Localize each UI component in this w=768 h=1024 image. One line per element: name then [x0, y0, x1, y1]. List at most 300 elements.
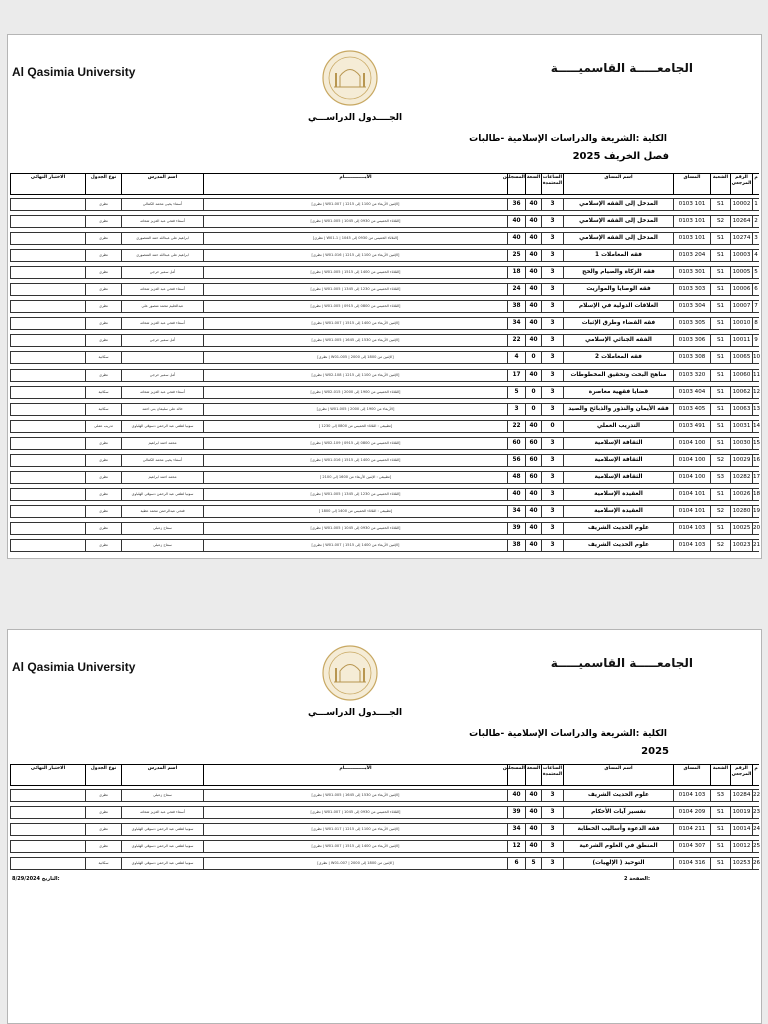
col-capacity: السعة: [525, 174, 541, 194]
row-times: [الإثنين من 1800 إلى 2000 | W01-007 | نظري]: [203, 858, 507, 869]
row-course-code: 0104 307: [673, 841, 710, 852]
row-credit-hours: 3: [541, 858, 563, 869]
col-instructor: اسم المدرس: [121, 174, 203, 194]
row-times: [الإثنين الأربعاء من 1100 إلى 1215 | W01-007 | نظري]: [203, 199, 507, 210]
row-schedule-type: سكاتية: [85, 404, 121, 415]
row-section: S1: [710, 318, 730, 329]
print-date: [12, 876, 60, 882]
row-schedule-type: سكاتية: [85, 387, 121, 398]
row-section: S1: [710, 841, 730, 852]
row-course-name: فقه المعاملات 1: [563, 250, 673, 261]
row-times: [الثلاثاء الخميس من 1400 إلى 1515 | W01-005 | نظري]: [203, 267, 507, 278]
row-capacity: 40: [525, 318, 541, 329]
col-section: الشعبة: [710, 174, 730, 194]
table-row: [10, 351, 759, 364]
row-seq: 17: [752, 472, 759, 483]
row-course-name: قضايا فقهية معاصرة: [563, 387, 673, 398]
row-course-name: فقه الدعوة وأساليب الخطابة: [563, 824, 673, 835]
row-credit-hours: 3: [541, 540, 563, 551]
row-section: S2: [710, 506, 730, 517]
row-section: S2: [710, 455, 730, 466]
row-capacity: 40: [525, 335, 541, 346]
row-course-code: 0103 306: [673, 335, 710, 346]
col-registered: المسجلين: [507, 765, 525, 785]
col-course-name: اسم المساق: [563, 765, 673, 785]
row-course-name: المنطق في العلوم الشرعية: [563, 841, 673, 852]
col-times: الأيـــــــــــــام: [203, 174, 507, 194]
row-section: S1: [710, 387, 730, 398]
row-capacity: 60: [525, 438, 541, 449]
row-section: S2: [710, 540, 730, 551]
row-ref: 10002: [730, 199, 752, 210]
print-date-value: 8/29/2024: [12, 876, 41, 882]
table-row: [10, 806, 759, 819]
col-final-exam: الاختبار النهائي: [10, 765, 85, 785]
row-times: [الثلاثاء الخميس من 0800 إلى 0915 | W02-109 | نظري]: [203, 438, 507, 449]
row-schedule-type: نظري: [85, 455, 121, 466]
table-row: [10, 266, 759, 279]
row-instructor: سماح زعبلي: [121, 523, 203, 534]
college-name: الكلية :الشريعة والدراسات الإسلامية -طالبات: [469, 729, 667, 739]
row-course-code: 0103 303: [673, 284, 710, 295]
table-row: [10, 215, 759, 228]
row-schedule-type: سكاتية: [85, 352, 121, 363]
university-name-en: Al Qasimia University: [12, 65, 136, 79]
row-ref: 10005: [730, 267, 752, 278]
row-schedule-type: نظري: [85, 438, 121, 449]
row-section: S1: [710, 404, 730, 415]
row-final-exam: [10, 540, 85, 551]
row-course-code: 0104 211: [673, 824, 710, 835]
table-row: [10, 334, 759, 347]
row-times: [الثلاثاء الخميس من 0930 إلى 1045 | W01-005 | نظري]: [203, 523, 507, 534]
row-seq: 14: [752, 421, 759, 432]
row-registered: 40: [507, 790, 525, 801]
row-credit-hours: 3: [541, 335, 563, 346]
row-times: [الثلاثاء الخميس من 1400 إلى 1515 | W01-016 | نظري]: [203, 455, 507, 466]
row-schedule-type: نظري: [85, 216, 121, 227]
table-row: [10, 840, 759, 853]
row-registered: 6: [507, 858, 525, 869]
row-ref: 10019: [730, 807, 752, 818]
row-course-code: 0103 308: [673, 352, 710, 363]
row-registered: 25: [507, 250, 525, 261]
row-course-code: 0104 100: [673, 472, 710, 483]
row-times: [الإثنين من 1800 إلى 2000 | W01-005 | نظري]: [203, 352, 507, 363]
row-registered: 17: [507, 370, 525, 381]
page-number: [624, 876, 650, 882]
row-schedule-type: نظري: [85, 284, 121, 295]
row-final-exam: [10, 841, 85, 852]
row-seq: 18: [752, 489, 759, 500]
row-course-name: فقه الأيمان والنذور والذبائح والصيد: [563, 404, 673, 415]
row-ref: 10264: [730, 216, 752, 227]
row-capacity: 40: [525, 421, 541, 432]
row-registered: 38: [507, 301, 525, 312]
row-times: [الثلاثاء الخميس من 1900 إلى 2000 | W02-015 | نظري]: [203, 387, 507, 398]
col-section: الشعبة: [710, 765, 730, 785]
row-ref: 10253: [730, 858, 752, 869]
row-registered: 38: [507, 540, 525, 551]
row-capacity: 0: [525, 404, 541, 415]
row-final-exam: [10, 404, 85, 415]
row-registered: 39: [507, 807, 525, 818]
row-course-name: الفقه الجنائي الإسلامي: [563, 335, 673, 346]
col-instructor: اسم المدرس: [121, 765, 203, 785]
row-ref: 10007: [730, 301, 752, 312]
row-registered: 34: [507, 318, 525, 329]
row-course-name: تفسير آيات الأحكام: [563, 807, 673, 818]
row-seq: 4: [752, 250, 759, 261]
col-code: المساق: [673, 174, 710, 194]
row-schedule-type: نظري: [85, 523, 121, 534]
row-instructor: أمل سمير حرجي: [121, 267, 203, 278]
table-row: [10, 283, 759, 296]
row-schedule-type: نظري: [85, 318, 121, 329]
col-final-exam: الاختبار النهائي: [10, 174, 85, 194]
row-instructor: سونيا لطفي عبد الرحمن دسوقي الهلباوي: [121, 824, 203, 835]
row-capacity: 40: [525, 250, 541, 261]
row-instructor: سماح زعبلي: [121, 790, 203, 801]
row-ref: 10060: [730, 370, 752, 381]
row-section: S1: [710, 284, 730, 295]
row-ref: 10026: [730, 489, 752, 500]
col-schedule-type: نوع الجدول: [85, 765, 121, 785]
row-seq: 10: [752, 352, 759, 363]
row-course-name: العقيدة الإسلامية: [563, 489, 673, 500]
col-ref: الرقم المرجعي: [730, 174, 752, 194]
row-registered: 34: [507, 506, 525, 517]
row-credit-hours: 3: [541, 404, 563, 415]
row-course-code: 0104 100: [673, 438, 710, 449]
row-credit-hours: 0: [541, 421, 563, 432]
row-instructor: أسماء فتحي عبد العزيز شحاته: [121, 284, 203, 295]
row-instructor: أسماء يحيى محمد الكمالي: [121, 455, 203, 466]
row-registered: 34: [507, 824, 525, 835]
row-schedule-type: نظري: [85, 301, 121, 312]
table-row: [10, 454, 759, 467]
row-capacity: 0: [525, 352, 541, 363]
row-capacity: 40: [525, 233, 541, 244]
table-row: [10, 369, 759, 382]
row-ref: 10031: [730, 421, 752, 432]
row-section: S1: [710, 233, 730, 244]
university-name-ar: الجامعـــــة القاسميـــــة: [550, 656, 693, 670]
row-registered: 12: [507, 841, 525, 852]
row-schedule-type: تدريب عملي: [85, 421, 121, 432]
row-ref: 10282: [730, 472, 752, 483]
table-row: [10, 232, 759, 245]
row-seq: 1: [752, 199, 759, 210]
row-registered: 22: [507, 421, 525, 432]
row-seq: 22: [752, 790, 759, 801]
row-ref: 10025: [730, 523, 752, 534]
row-instructor: أمل سمير حرجي: [121, 370, 203, 381]
row-times: [الثلاثاء الخميس من 0930 إلى 1045 | W01-007 | نظري]: [203, 807, 507, 818]
schedule-page-1: [7, 34, 762, 559]
semester-label: فصل الخريف 2025: [572, 151, 669, 162]
row-instructor: أمل سمير حرجي: [121, 335, 203, 346]
row-course-code: 0103 404: [673, 387, 710, 398]
row-credit-hours: 3: [541, 438, 563, 449]
row-course-name: علوم الحديث الشريف: [563, 540, 673, 551]
row-capacity: 40: [525, 807, 541, 818]
row-seq: 5: [752, 267, 759, 278]
row-ref: 10030: [730, 438, 752, 449]
row-schedule-type: نظري: [85, 199, 121, 210]
row-seq: 8: [752, 318, 759, 329]
col-seq: م: [752, 174, 759, 194]
row-final-exam: [10, 284, 85, 295]
row-final-exam: [10, 370, 85, 381]
row-instructor: سونيا لطفي عبد الرحمن دسوقي الهلباوي: [121, 858, 203, 869]
table-row: [10, 522, 759, 535]
row-credit-hours: 3: [541, 250, 563, 261]
row-section: S1: [710, 421, 730, 432]
table-row: [10, 789, 759, 802]
table-row: [10, 488, 759, 501]
row-course-name: مناهج البحث وتحقيق المخطوطات: [563, 370, 673, 381]
row-times: [الإثنين الأربعاء من 1100 إلى 1215 | W01-017 | نظري]: [203, 824, 507, 835]
row-capacity: 5: [525, 858, 541, 869]
row-schedule-type: نظري: [85, 472, 121, 483]
row-instructor: ابراهيم علي عبدالله حمد المنصوري: [121, 250, 203, 261]
row-course-name: المدخل إلى الفقه الإسلامي: [563, 216, 673, 227]
row-credit-hours: 3: [541, 284, 563, 295]
row-capacity: 40: [525, 216, 541, 227]
row-registered: 5: [507, 387, 525, 398]
row-credit-hours: 3: [541, 387, 563, 398]
row-instructor: محمد احمد ابراهيم: [121, 472, 203, 483]
row-schedule-type: نظري: [85, 250, 121, 261]
col-schedule-type: نوع الجدول: [85, 174, 121, 194]
row-course-code: 0103 405: [673, 404, 710, 415]
row-course-name: الثقافة الإسلامية: [563, 455, 673, 466]
table-header: [10, 173, 759, 195]
row-seq: 13: [752, 404, 759, 415]
row-schedule-type: نظري: [85, 824, 121, 835]
row-capacity: 40: [525, 506, 541, 517]
row-instructor: سماح زعبلي: [121, 540, 203, 551]
row-course-code: 0104 209: [673, 807, 710, 818]
university-name-ar: الجامعـــــة القاسميـــــة: [550, 61, 693, 75]
row-times: [الإثنين الأربعاء من 1100 إلى 1215 | W01-016 | نظري]: [203, 250, 507, 261]
row-section: S1: [710, 807, 730, 818]
row-times: [الإثنين الأربعاء من 1400 إلى 1515 | W01-007 | نظري]: [203, 841, 507, 852]
row-final-exam: [10, 472, 85, 483]
row-credit-hours: 3: [541, 790, 563, 801]
col-times: الأيـــــــــــــام: [203, 765, 507, 785]
row-final-exam: [10, 858, 85, 869]
row-course-name: المدخل إلى الفقه الإسلامي: [563, 199, 673, 210]
row-final-exam: [10, 455, 85, 466]
row-credit-hours: 3: [541, 216, 563, 227]
row-course-name: علوم الحديث الشريف: [563, 523, 673, 534]
row-capacity: 40: [525, 841, 541, 852]
row-ref: 10062: [730, 387, 752, 398]
row-ref: 10010: [730, 318, 752, 329]
row-final-exam: [10, 216, 85, 227]
row-times: [تطبيقي : الثلاثاء الخميس من 0800 إلى 1230 ]: [203, 421, 507, 432]
row-final-exam: [10, 824, 85, 835]
row-times: [تطبيقي : الإثنين الأربعاء من 1600 إلى 2100 ]: [203, 472, 507, 483]
row-final-exam: [10, 250, 85, 261]
row-registered: 39: [507, 523, 525, 534]
row-ref: 10065: [730, 352, 752, 363]
row-capacity: 40: [525, 489, 541, 500]
row-capacity: 40: [525, 301, 541, 312]
print-date-label: التاريخ:: [41, 876, 60, 882]
row-course-name: علوم الحديث الشريف: [563, 790, 673, 801]
row-registered: 24: [507, 284, 525, 295]
page-number-value: 2: [624, 876, 628, 882]
row-section: S1: [710, 824, 730, 835]
row-instructor: ابراهيم علي عبدالله حمد المنصوري: [121, 233, 203, 244]
row-capacity: 40: [525, 370, 541, 381]
col-credit-hours: الساعات المعتمدة: [541, 174, 563, 194]
row-registered: 36: [507, 199, 525, 210]
row-credit-hours: 3: [541, 318, 563, 329]
row-schedule-type: نظري: [85, 267, 121, 278]
row-final-exam: [10, 523, 85, 534]
row-instructor: سونيا لطفي عبد الرحمن دسوقي الهلباوي: [121, 841, 203, 852]
row-course-name: الثقافة الإسلامية: [563, 438, 673, 449]
page-number-label: الصفحة:: [629, 876, 650, 882]
row-course-name: فقه المعاملات 2: [563, 352, 673, 363]
university-seal-icon: [320, 49, 380, 107]
row-course-code: 0104 103: [673, 523, 710, 534]
table-row: [10, 249, 759, 262]
row-capacity: 40: [525, 284, 541, 295]
row-course-code: 0103 101: [673, 216, 710, 227]
row-section: S1: [710, 335, 730, 346]
row-ref: 10029: [730, 455, 752, 466]
table-row: [10, 420, 759, 433]
row-course-code: 0103 304: [673, 301, 710, 312]
row-ref: 10284: [730, 790, 752, 801]
row-registered: 4: [507, 352, 525, 363]
university-name-en: Al Qasimia University: [12, 660, 136, 674]
row-course-code: 0104 316: [673, 858, 710, 869]
table-row: [10, 539, 759, 552]
row-capacity: 40: [525, 523, 541, 534]
table-row: [10, 198, 759, 211]
row-schedule-type: نظري: [85, 790, 121, 801]
table-row: [10, 823, 759, 836]
row-ref: 10006: [730, 284, 752, 295]
row-section: S1: [710, 352, 730, 363]
row-capacity: 40: [525, 267, 541, 278]
row-credit-hours: 3: [541, 199, 563, 210]
row-credit-hours: 3: [541, 301, 563, 312]
row-registered: 48: [507, 472, 525, 483]
row-course-code: 0103 204: [673, 250, 710, 261]
row-credit-hours: 3: [541, 824, 563, 835]
row-final-exam: [10, 438, 85, 449]
row-schedule-type: نظري: [85, 841, 121, 852]
row-instructor: أسماء فتحي عبد العزيز شحاته: [121, 807, 203, 818]
row-ref: 10012: [730, 841, 752, 852]
table-row: [10, 386, 759, 399]
row-credit-hours: 3: [541, 807, 563, 818]
row-final-exam: [10, 421, 85, 432]
row-credit-hours: 3: [541, 267, 563, 278]
row-credit-hours: 3: [541, 455, 563, 466]
row-seq: 11: [752, 370, 759, 381]
row-capacity: 0: [525, 387, 541, 398]
table-row: [10, 471, 759, 484]
row-registered: 22: [507, 335, 525, 346]
row-seq: 19: [752, 506, 759, 517]
row-credit-hours: 3: [541, 506, 563, 517]
row-ref: 10274: [730, 233, 752, 244]
row-seq: 2: [752, 216, 759, 227]
row-instructor: أسماء يحيى محمد الكمالي: [121, 199, 203, 210]
row-schedule-type: نظري: [85, 335, 121, 346]
row-course-name: العقيدة الإسلامية: [563, 506, 673, 517]
row-section: S1: [710, 199, 730, 210]
row-ref: 10011: [730, 335, 752, 346]
row-schedule-type: نظري: [85, 540, 121, 551]
row-section: S2: [710, 216, 730, 227]
row-seq: 6: [752, 284, 759, 295]
row-section: S1: [710, 250, 730, 261]
row-times: [الإثنين الأربعاء من 1100 إلى 1215 | W02-108 | نظري]: [203, 370, 507, 381]
row-section: S1: [710, 489, 730, 500]
row-credit-hours: 3: [541, 472, 563, 483]
row-course-code: 0103 101: [673, 233, 710, 244]
row-times: [الثلاثاء الخميس من 1230 إلى 1345 | W01-005 | نظري]: [203, 489, 507, 500]
table-row: [10, 437, 759, 450]
row-seq: 26: [752, 858, 759, 869]
row-course-name: فقه القضاء وطرق الإثبات: [563, 318, 673, 329]
row-course-name: فقه الزكاة والصيام والحج: [563, 267, 673, 278]
row-instructor: أسماء فتحي عبد العزيز شحاته: [121, 387, 203, 398]
row-times: [تطبيقي : الثلاثاء الخميس من 1400 إلى 1800 ]: [203, 506, 507, 517]
row-ref: 10003: [730, 250, 752, 261]
row-course-code: 0104 101: [673, 506, 710, 517]
row-seq: 23: [752, 807, 759, 818]
row-instructor: أسماء فتحي عبد العزيز شحاته: [121, 318, 203, 329]
row-course-code: 0104 103: [673, 790, 710, 801]
col-seq: م: [752, 765, 759, 785]
row-schedule-type: نظري: [85, 233, 121, 244]
row-schedule-type: نظري: [85, 506, 121, 517]
row-course-code: 0104 101: [673, 489, 710, 500]
row-seq: 16: [752, 455, 759, 466]
row-ref: 10014: [730, 824, 752, 835]
row-final-exam: [10, 267, 85, 278]
row-instructor: محمد احمد ابراهيم: [121, 438, 203, 449]
row-final-exam: [10, 489, 85, 500]
row-capacity: 40: [525, 824, 541, 835]
row-final-exam: [10, 790, 85, 801]
row-times: [الإثنين الأربعاء من 1530 إلى 1645 | W01-005 | نظري]: [203, 335, 507, 346]
row-instructor: عبدالحليم محمد منصور علي: [121, 301, 203, 312]
row-schedule-type: نظري: [85, 807, 121, 818]
row-ref: 10280: [730, 506, 752, 517]
row-times: [الثلاثاء الخميس من 0930 إلى 1045 | W01-1 | نظري]: [203, 233, 507, 244]
row-section: S3: [710, 790, 730, 801]
row-schedule-type: نظري: [85, 370, 121, 381]
col-ref: الرقم المرجعي: [730, 765, 752, 785]
row-section: S1: [710, 301, 730, 312]
row-final-exam: [10, 335, 85, 346]
row-final-exam: [10, 352, 85, 363]
row-credit-hours: 3: [541, 233, 563, 244]
row-credit-hours: 3: [541, 523, 563, 534]
row-seq: 21: [752, 540, 759, 551]
